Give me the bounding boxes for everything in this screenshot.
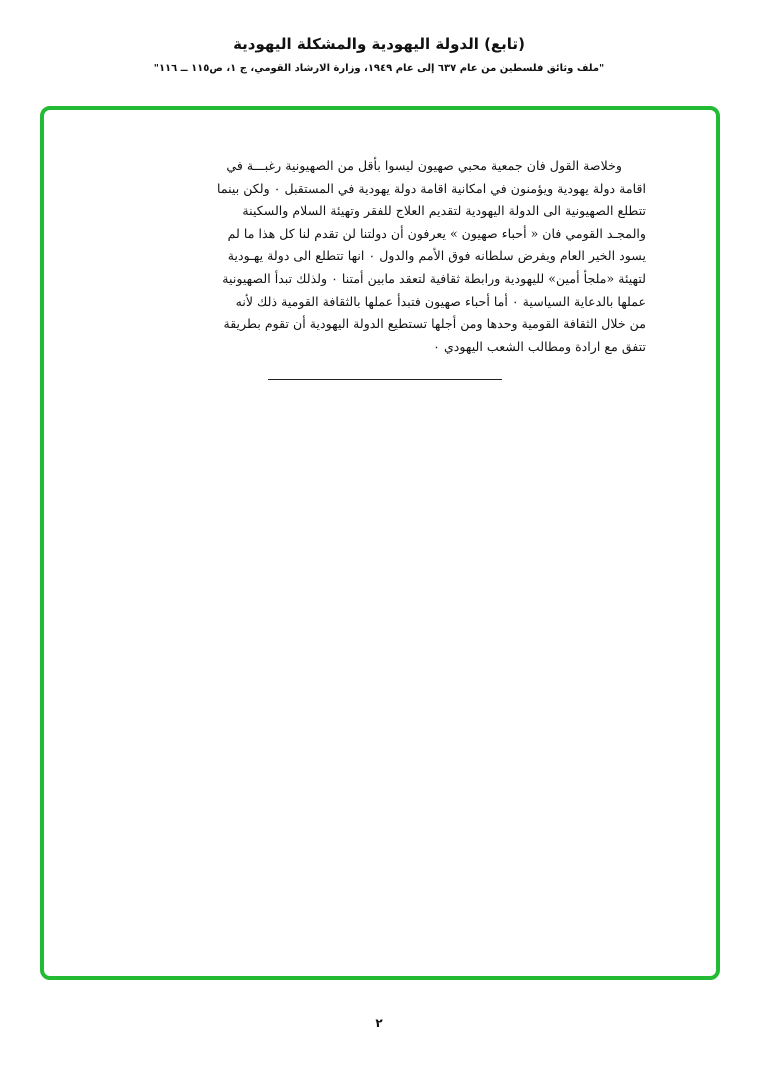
text-line: لتهيئة «ملجأ أمين» لليهودية ورابطة ثقافية لتعقد مابين أمتنا ٠ ولذلك تبدأ الصهيونية [222,270,646,286]
text-line: والمجـد القومي فان « أحباء صهيون » يعرفون أن دولتنا لن تقدم لنا كل هذا ما لم [227,225,646,241]
source-citation: "ملف وثائق فلسطين من عام ٦٣٧ إلى عام ١٩٤٩، وزارة الارشاد القومي، ج ١، ص١١٥ ــ ١١٦" [153,63,605,74]
body-paragraph [112,155,646,358]
text-line: يسود الخير العام ويفرض سلطانه فوق الأمم والدول ٠ انها تتطلع الى دولة يهـودية [227,248,646,264]
text-line: تتطلع الصهيونية الى الدولة اليهودية لتقديم العلاج للفقر وتهيئة السلام والسكينة [242,203,646,219]
text-line: تتفق مع ارادة ومطالب الشعب اليهودي ٠ [433,338,646,354]
section-divider [268,379,502,380]
page-number: ٢ [375,1016,383,1030]
text-line: وخلاصة القول فان جمعية محبي صهيون ليسوا بأقل من الصهيونية رغبـــة في [226,158,622,173]
text-line: من خلال الثقافة القومية وحدها ومن أجلها تستطيع الدولة اليهودية أن تقوم بطريقة [223,316,646,332]
text-line: اقامة دولة يهودية ويؤمنون في امكانية اقامة دولة يهودية في المستقبل ٠ ولكن بينما [216,180,646,196]
page-title: (تابع) الدولة اليهودية والمشكلة اليهودية [233,35,525,53]
text-line: عملها بالدعاية السياسية ٠ أما أحباء صهيون فتبدأ عملها بالثقافة القومية ذلك لأنه [235,293,646,309]
